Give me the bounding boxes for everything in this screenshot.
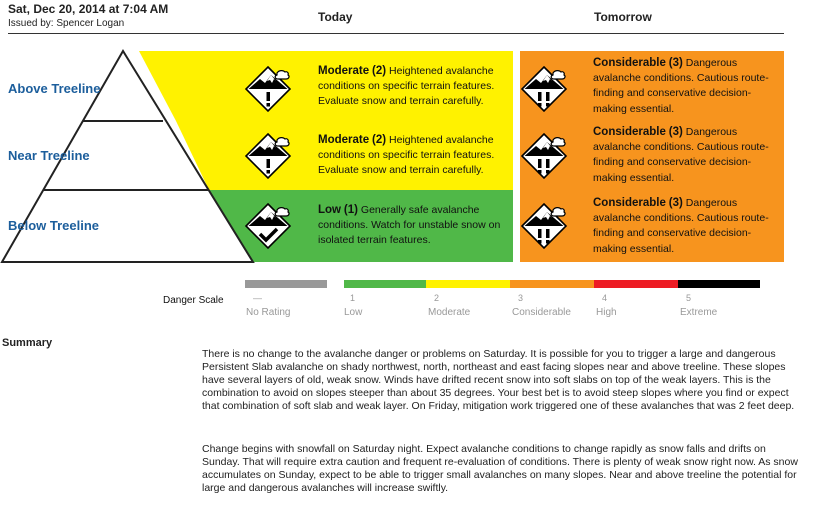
considerable-danger-icon bbox=[521, 133, 567, 179]
scale-num-extreme: 5 bbox=[686, 293, 692, 303]
scale-label-considerable: Considerable bbox=[512, 307, 571, 318]
scale-bar-high bbox=[594, 280, 678, 288]
moderate-danger-icon bbox=[245, 66, 291, 112]
scale-label-low: Low bbox=[344, 307, 363, 318]
scale-label-high: High bbox=[596, 307, 617, 318]
scale-bar-moderate bbox=[426, 280, 510, 288]
moderate-danger-icon bbox=[245, 133, 291, 179]
today-near-rating: Moderate (2) Heightened avalanche conditions on specific terrain features. Evaluate snow and terrain carefully. bbox=[318, 134, 495, 177]
scale-num-moderate: 2 bbox=[434, 293, 440, 303]
elevation-label-near: Near Treeline bbox=[8, 148, 90, 163]
issued-by: Issued by: Spencer Logan bbox=[8, 18, 125, 29]
summary-paragraph: Change begins with snowfall on Saturday night. Expect avalanche conditions to change rapidly as snow falls and drifts on Sunday. That will require extra caution and frequent re-evaluation of conditions. There is plenty of weak snow right now. As snow accumulates on Sunday, expect to be able to trigger small avalanches on many slopes. Near and above treeline the potential for large and dangerous avalanches will increase swiftly. bbox=[202, 443, 798, 494]
scale-num-no-rating: — bbox=[253, 293, 262, 303]
low-danger-checkmark-icon bbox=[245, 203, 291, 249]
tomorrow-above-rating: Considerable (3) Dangerous avalanche conditions. Cautious route-finding and conservative decision-making essential. bbox=[593, 57, 769, 115]
scale-num-low: 1 bbox=[350, 293, 356, 303]
danger-scale-title: Danger Scale bbox=[163, 295, 224, 306]
scale-label-no-rating: No Rating bbox=[246, 307, 291, 318]
considerable-danger-icon bbox=[521, 203, 567, 249]
elevation-label-below: Below Treeline bbox=[8, 218, 100, 233]
today-column-header: Today bbox=[318, 10, 353, 24]
scale-label-extreme: Extreme bbox=[680, 307, 718, 318]
scale-label-moderate: Moderate bbox=[428, 307, 471, 318]
scale-bar-no-rating bbox=[245, 280, 327, 288]
scale-num-considerable: 3 bbox=[518, 293, 524, 303]
forecast-date: Sat, Dec 20, 2014 at 7:04 AM bbox=[8, 2, 169, 16]
summary-title: Summary bbox=[2, 337, 53, 349]
today-below-rating: Low (1) Generally safe avalanche conditions. Watch for unstable snow on isolated terrain features. bbox=[318, 204, 501, 247]
tomorrow-near-rating: Considerable (3) Dangerous avalanche conditions. Cautious route-finding and conservative decision-making essential. bbox=[593, 126, 769, 184]
elevation-label-above: Above Treeline bbox=[8, 81, 101, 96]
considerable-danger-icon bbox=[521, 66, 567, 112]
summary-paragraph: There is no change to the avalanche danger or problems on Saturday. It is possible for you to trigger a large and dangerous Persistent Slab avalanche on shady northwest, north, northeast and east facing slopes near and above treeline. These slopes have several layers of old, weak snow. Winds have drifted recent snow into soft slabs on top of the weak layers. This is the combination to avoid on slopes steeper than about 35 degrees. Your best bet is to avoid steep slopes where you find or expect that combination of soft slab and weak layer. On Friday, mitigation work triggered one of these avalanches that was 2 feet deep. bbox=[202, 348, 795, 412]
scale-bar-low bbox=[344, 280, 426, 288]
tomorrow-column-header: Tomorrow bbox=[594, 10, 652, 24]
scale-bar-considerable bbox=[510, 280, 594, 288]
scale-num-high: 4 bbox=[602, 293, 608, 303]
scale-bar-extreme bbox=[678, 280, 760, 288]
today-above-rating: Moderate (2) Heightened avalanche conditions on specific terrain features. Evaluate snow and terrain carefully. bbox=[318, 65, 495, 108]
tomorrow-below-rating: Considerable (3) Dangerous avalanche conditions. Cautious route-finding and conservative decision-making essential. bbox=[593, 197, 769, 255]
